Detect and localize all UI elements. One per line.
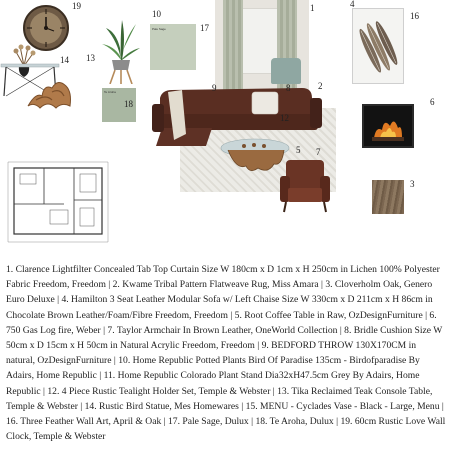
- curtain-left: [223, 0, 243, 92]
- item-number-2: 2: [318, 81, 323, 91]
- item-number-10: 10: [152, 9, 161, 19]
- item-number-13: 13: [86, 53, 95, 63]
- rustic-bird-statue-image: [22, 66, 76, 110]
- oak-flooring-swatch: [372, 180, 404, 214]
- paint-swatch-pale-sage: [150, 24, 196, 70]
- item-number-17: 17: [200, 23, 209, 33]
- item-number-12: 12: [280, 113, 289, 123]
- item-number-5: 5: [296, 145, 301, 155]
- swatch-label: Te Aroha: [104, 90, 116, 94]
- feather-wall-art-image: [352, 8, 404, 84]
- gas-log-fire-image: [362, 104, 414, 148]
- item-number-18: 18: [124, 99, 133, 109]
- item-number-1: 1: [310, 3, 315, 13]
- item-number-3: 3: [410, 179, 415, 189]
- bird-of-paradise-plant-image: [100, 18, 142, 62]
- item-number-16: 16: [410, 11, 419, 21]
- item-number-9: 9: [212, 83, 217, 93]
- item-number-6: 6: [430, 97, 435, 107]
- item-number-14: 14: [60, 55, 69, 65]
- leather-armchair-image: [278, 158, 332, 214]
- plant-stand-image: [106, 60, 136, 84]
- item-list-caption: 1. Clarence Lightfilter Concealed Tab Top Curtain Size W 180cm x D 1cm x H 250cm in Lichen 100% Polyester Fabric Freedom, Freedom | 2. Kwame Tribal Pattern Flatweave Rug, Miss Amara | 3. Cloverholm Oak, Genero Euro Deluxe | 4. Hamilton 3 Seat Leather Modular Sofa w/ Left Chaise Size W 330cm x D 211cm x H 86cm in Chocolate Brown Leather/Foam/Fibre Freedom, Freedom | 5. Root Coffee Table in Raw, OzDesignFurniture | 6. 750 Gas Log fire, Weber | 7. Taylor Armchair In Brown Leather, OneWorld Collection | 8. Bridle Cushion Size W 50cm x D 15cm x H 50cm in Natural Acrylic Freedom, Freedom | 9. BEDFORD THROW 130X170CM in natural, OzDesignFurniture | 10. Home Republic Potted Plants Bird Of Paradise 135cm - Birdofparadise By Adairs, Home Republic | 11. Home Republic Colorado Plant Stand Dia32xH47.5cm Grey By Adairs, Home Republic | 12. 4 Piece Rustic Tealight Holder Set, Temple & Webster | 13. Tika Reclaimed Teak Console Table, Temple & Webster | 14. Rustic Bird Statue, Mes Homewares | 15. MENU - Cyclades Vase - Black - Large, Menu | 16. Three Feather Wall Art, April & Oak | 17. Pale Sage, Dulux | 18. Te Aroha, Dulux | 19. 60cm Rustic Love Wall Clock, Temple & Webster: [6, 264, 446, 443]
- swatch-label: Pale Sage: [152, 27, 166, 31]
- item-number-19: 19: [72, 1, 81, 11]
- item-number-4: 4: [350, 0, 355, 9]
- item-number-8: 8: [286, 83, 291, 93]
- floor-plan-drawing: [4, 154, 116, 250]
- room-scene: [215, 0, 309, 92]
- item-number-7: 7: [316, 147, 321, 157]
